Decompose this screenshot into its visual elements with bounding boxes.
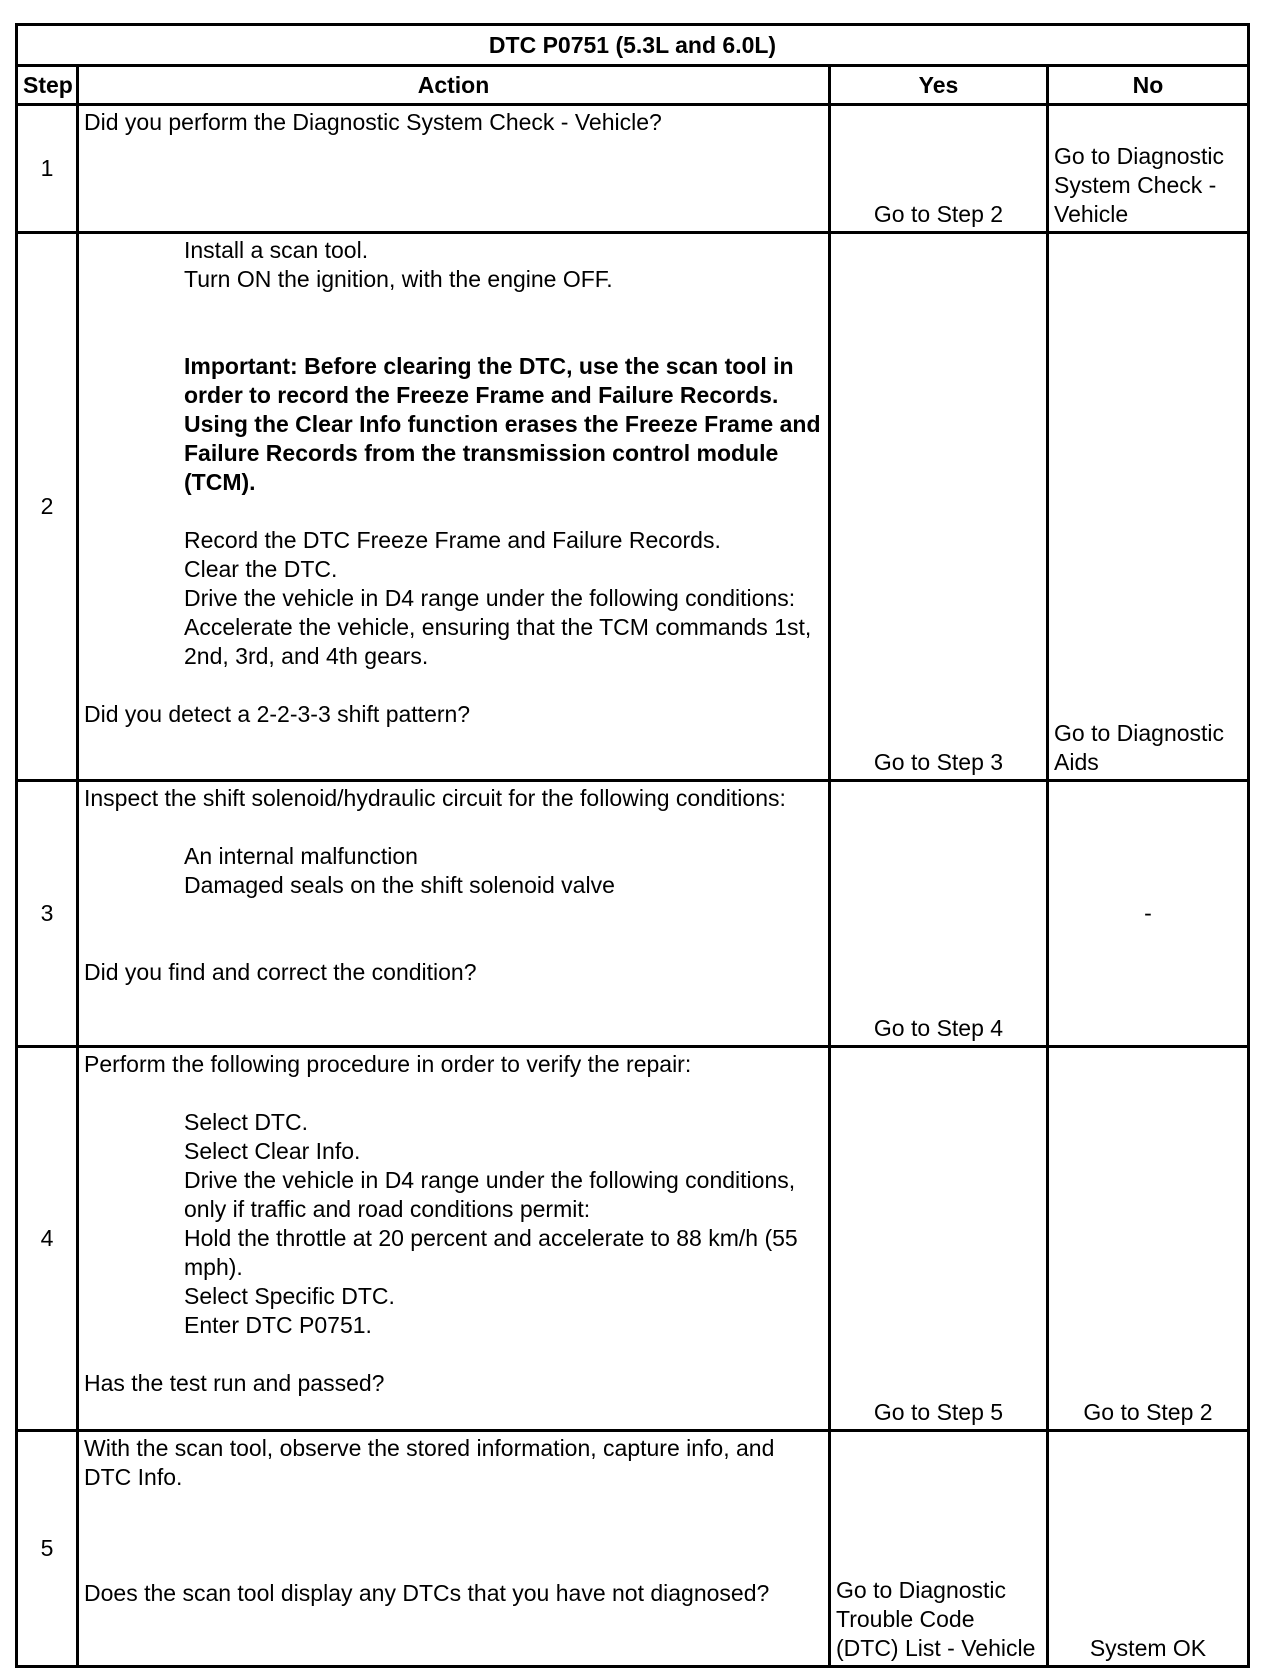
action-line: An internal malfunction: [184, 843, 418, 869]
action-line: Clear the DTC.: [184, 556, 338, 582]
action-cell: [78, 105, 830, 233]
action-line: Hold the throttle at 20 percent and accelerate to 88 km/h (55 mph).: [184, 1225, 798, 1280]
action-line: Select DTC.: [184, 1109, 308, 1135]
step-number: 1: [17, 105, 78, 233]
action-intro: With the scan tool, observe the stored information, capture info, and DTC Info.: [84, 1435, 775, 1490]
action-cell: [78, 781, 830, 1047]
table-row-step-2: [17, 233, 1249, 781]
important-note: Important: Before clearing the DTC, use the scan tool in order to record the Freeze Frame and Failure Records. Using the Clear Info function erases the Freeze Frame and Failure Records from the transmission control module (TCM).: [184, 353, 821, 495]
no-cell: -: [1048, 781, 1249, 1047]
step-number: 4: [17, 1047, 78, 1431]
yes-cell: Go to Step 5: [830, 1047, 1048, 1431]
no-cell: System OK: [1048, 1431, 1249, 1667]
no-cell: Go to Diagnostic Aids: [1048, 233, 1249, 781]
table-row-step-5: [17, 1431, 1249, 1667]
action-steps: [84, 236, 823, 671]
header-no: No: [1048, 66, 1249, 105]
action-line: Record the DTC Freeze Frame and Failure Records.: [184, 527, 721, 553]
action-question: Does the scan tool display any DTCs that you have not diagnosed?: [84, 1580, 770, 1606]
action-line: Select Specific DTC.: [184, 1283, 395, 1309]
action-question: Has the test run and passed?: [84, 1370, 385, 1396]
header-yes: Yes: [830, 66, 1048, 105]
table-title: DTC P0751 (5.3L and 6.0L): [17, 25, 1249, 66]
action-intro: Perform the following procedure in order to verify the repair:: [84, 1051, 692, 1077]
action-line: Turn ON the ignition, with the engine OFF.: [184, 266, 613, 292]
no-cell: Go to Step 2: [1048, 1047, 1249, 1431]
step-number: 3: [17, 781, 78, 1047]
yes-cell: Go to Step 4: [830, 781, 1048, 1047]
header-step: Step: [17, 66, 78, 105]
action-line: Accelerate the vehicle, ensuring that the TCM commands 1st, 2nd, 3rd, and 4th gears.: [184, 614, 812, 669]
action-line: Install a scan tool.: [184, 237, 369, 263]
action-cell: [78, 1047, 830, 1431]
title-row: [17, 25, 1249, 66]
action-steps: [84, 1108, 823, 1340]
header-action: Action: [78, 66, 830, 105]
action-question: Did you find and correct the condition?: [84, 959, 477, 985]
yes-cell: Go to Diagnostic Trouble Code (DTC) List - Vehicle: [830, 1431, 1048, 1667]
action-intro: Inspect the shift solenoid/hydraulic circuit for the following conditions:: [84, 785, 786, 811]
yes-cell: Go to Step 3: [830, 233, 1048, 781]
step-number: 2: [17, 233, 78, 781]
table-row-step-4: [17, 1047, 1249, 1431]
action-steps: [84, 842, 823, 900]
yes-cell: Go to Step 2: [830, 105, 1048, 233]
action-question: Did you detect a 2-2-3-3 shift pattern?: [84, 701, 471, 727]
no-cell: Go to Diagnostic System Check - Vehicle: [1048, 105, 1249, 233]
action-line: Drive the vehicle in D4 range under the following conditions, only if traffic and road conditions permit:: [184, 1167, 796, 1222]
action-line: Damaged seals on the shift solenoid valve: [184, 872, 615, 898]
table-row-step-1: [17, 105, 1249, 233]
dtc-table: [15, 23, 1250, 1668]
action-question: Did you perform the Diagnostic System Check - Vehicle?: [84, 109, 662, 135]
action-line: Drive the vehicle in D4 range under the following conditions:: [184, 585, 796, 611]
action-line: Select Clear Info.: [184, 1138, 361, 1164]
action-line: Enter DTC P0751.: [184, 1312, 372, 1338]
table-row-step-3: [17, 781, 1249, 1047]
step-number: 5: [17, 1431, 78, 1667]
action-cell: [78, 1431, 830, 1667]
header-row: [17, 66, 1249, 105]
action-cell: [78, 233, 830, 781]
